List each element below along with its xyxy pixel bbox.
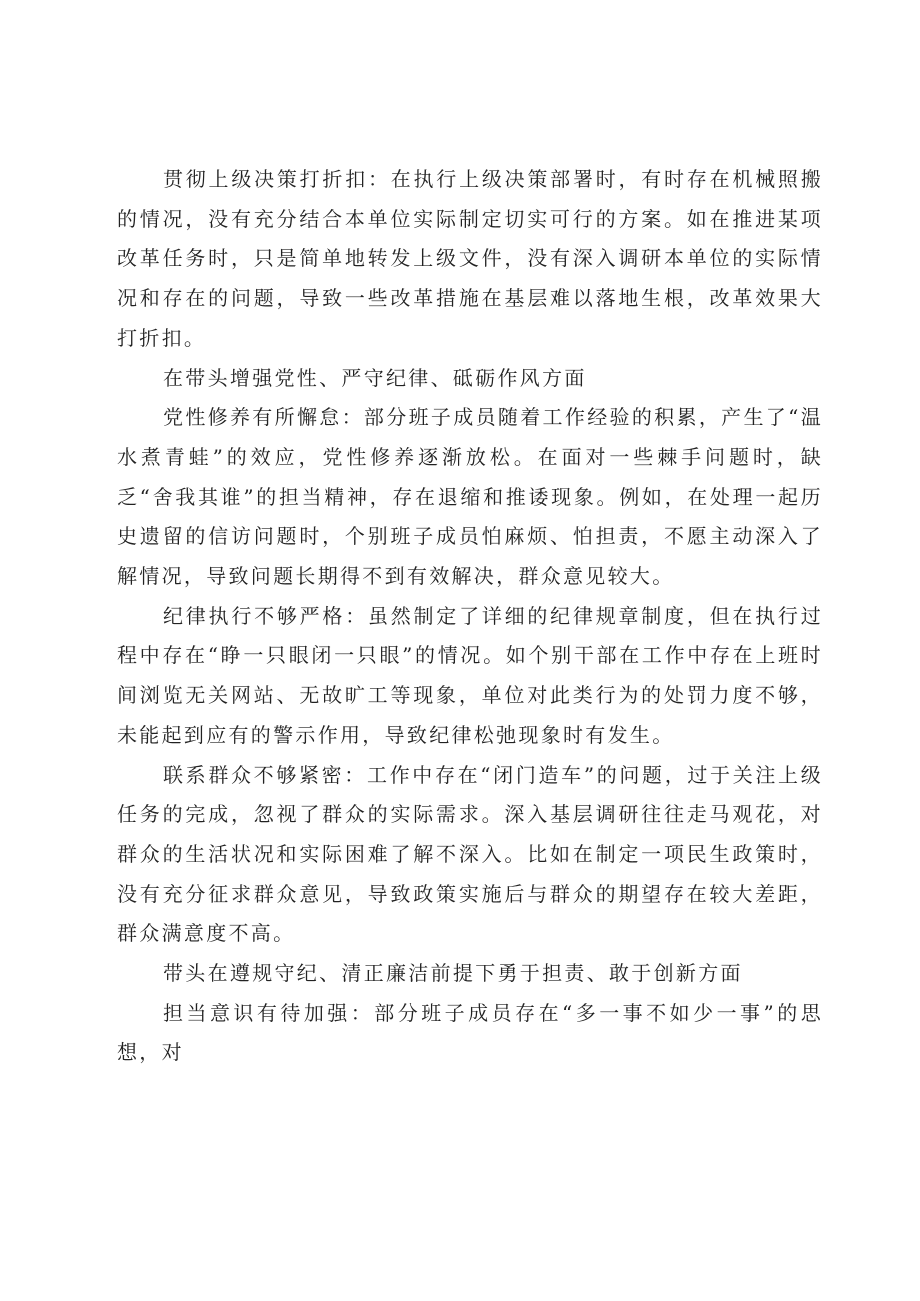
- paragraph-responsibility-awareness: 担当意识有待加强：部分班子成员存在“多一事不如少一事”的思想，对: [117, 1000, 823, 1065]
- paragraph-discipline-enforcement: 纪律执行不够严格：虽然制定了详细的纪律规章制度，但在执行过程中存在“睁一只眼闭一只眼”的情况。如个别干部在工作中存在上班时间浏览无关网站、无故旷工等现象，单位对此类行为的处罚力度不够，未能起到应有的警示作用，导致纪律松弛现象时有发生。: [117, 603, 823, 747]
- paragraph-implementation-discount: 贯彻上级决策打折扣：在执行上级决策部署时，有时存在机械照搬的情况，没有充分结合本单位实际制定切实可行的方案。如在推进某项改革任务时，只是简单地转发上级文件，没有深入调研本单位的实际情况和存在的问题，导致一些改革措施在基层难以落地生根，改革效果大打折扣。: [117, 167, 823, 350]
- paragraph-party-cultivation: 党性修养有所懈怠：部分班子成员随着工作经验的积累，产生了“温水煮青蛙”的效应，党性修养逐渐放松。在面对一些棘手问题时，缺乏“舍我其谁”的担当精神，存在退缩和推诿现象。例如，在处理一起历史遗留的信访问题时，个别班子成员怕麻烦、怕担责，不愿主动深入了解情况，导致问题长期得不到有效解决，群众意见较大。: [117, 405, 823, 589]
- paragraph-mass-connection: 联系群众不够紧密：工作中存在“闭门造车”的问题，过于关注上级任务的完成，忽视了群众的实际需求。深入基层调研往往走马观花，对群众的生活状况和实际困难了解不深入。比如在制定一项民生政策时，没有充分征求群众意见，导致政策实施后与群众的期望存在较大差距，群众满意度不高。: [117, 762, 823, 946]
- document-body: [117, 160, 823, 1073]
- section-heading-responsibility-innovation: 带头在遵规守纪、清正廉洁前提下勇于担责、敢于创新方面: [163, 961, 743, 986]
- section-heading-party-spirit: 在带头增强党性、严守纪律、砥砺作风方面: [163, 365, 587, 390]
